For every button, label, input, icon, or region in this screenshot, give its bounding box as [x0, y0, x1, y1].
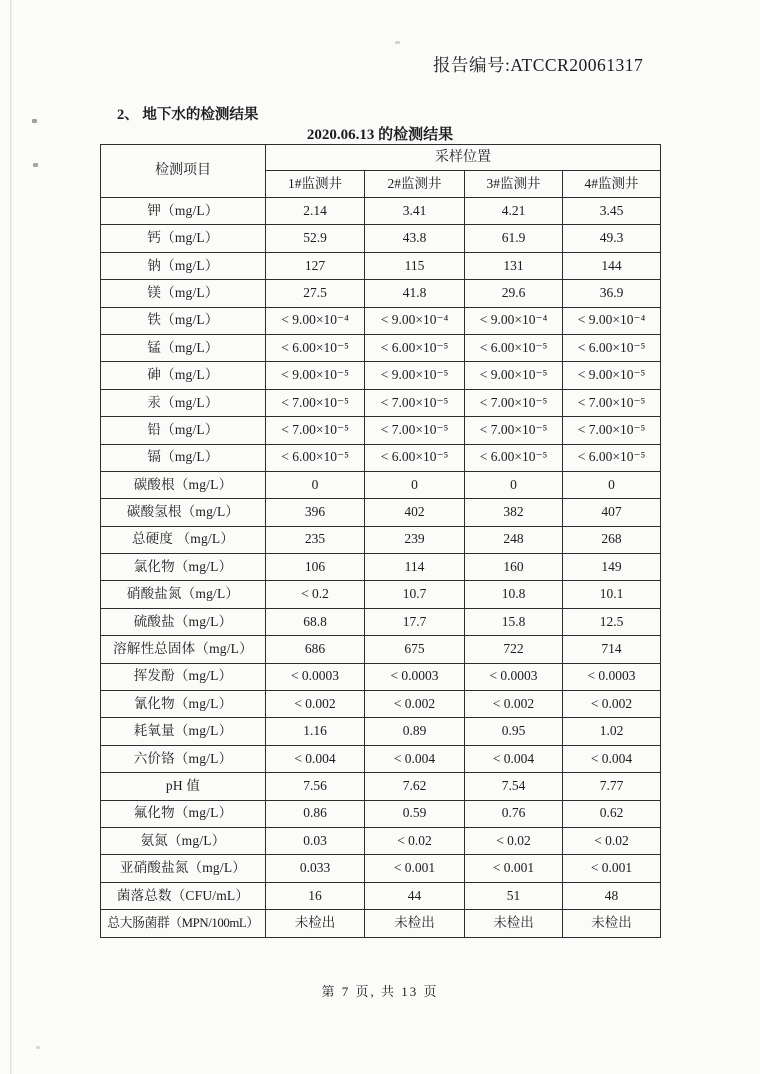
- cell-well-4: 49.3: [563, 225, 661, 252]
- row-label: 铅（mg/L）: [101, 417, 266, 444]
- cell-well-3: < 9.00×10⁻⁴: [465, 307, 563, 334]
- cell-well-4: < 9.00×10⁻⁴: [563, 307, 661, 334]
- cell-well-3: < 9.00×10⁻⁵: [465, 362, 563, 389]
- table-row: [101, 608, 661, 635]
- row-label: 钾（mg/L）: [101, 198, 266, 225]
- cell-well-2: 239: [365, 526, 465, 553]
- cell-well-4: < 7.00×10⁻⁵: [563, 417, 661, 444]
- cell-well-3: 4.21: [465, 198, 563, 225]
- cell-well-1: 0: [266, 471, 365, 498]
- cell-well-1: < 0.004: [266, 745, 365, 772]
- cell-well-2: 115: [365, 252, 465, 279]
- row-label: 氟化物（mg/L）: [101, 800, 266, 827]
- row-label: 氯化物（mg/L）: [101, 554, 266, 581]
- cell-well-2: < 6.00×10⁻⁵: [365, 334, 465, 361]
- cell-well-4: 1.02: [563, 718, 661, 745]
- row-label: 铁（mg/L）: [101, 307, 266, 334]
- table-row: [101, 526, 661, 553]
- cell-well-2: 675: [365, 636, 465, 663]
- row-label: 总大肠菌群（MPN/100mL）: [101, 910, 266, 937]
- column-header-item: 检测项目: [101, 145, 266, 198]
- cell-well-2: 402: [365, 499, 465, 526]
- table-row: [101, 800, 661, 827]
- cell-well-4: < 0.004: [563, 745, 661, 772]
- cell-well-3: 29.6: [465, 280, 563, 307]
- row-label: 氨氮（mg/L）: [101, 827, 266, 854]
- cell-well-4: 未检出: [563, 910, 661, 937]
- scan-speck: [36, 1046, 40, 1049]
- row-label: 碳酸氢根（mg/L）: [101, 499, 266, 526]
- cell-well-1: 127: [266, 252, 365, 279]
- table-row: [101, 718, 661, 745]
- row-label: 碳酸根（mg/L）: [101, 471, 266, 498]
- row-label: pH 值: [101, 773, 266, 800]
- cell-well-2: 17.7: [365, 608, 465, 635]
- cell-well-3: 0.76: [465, 800, 563, 827]
- row-label: 氰化物（mg/L）: [101, 691, 266, 718]
- cell-well-1: 7.56: [266, 773, 365, 800]
- cell-well-1: < 6.00×10⁻⁵: [266, 444, 365, 471]
- cell-well-2: 44: [365, 882, 465, 909]
- cell-well-2: 0: [365, 471, 465, 498]
- cell-well-3: < 6.00×10⁻⁵: [465, 444, 563, 471]
- table-row: [101, 554, 661, 581]
- table-row: [101, 307, 661, 334]
- table-title: 2020.06.13 的检测结果: [306, 127, 454, 143]
- cell-well-4: 0: [563, 471, 661, 498]
- cell-well-4: < 0.02: [563, 827, 661, 854]
- cell-well-2: 0.59: [365, 800, 465, 827]
- table-row: [101, 499, 661, 526]
- row-label: 挥发酚（mg/L）: [101, 663, 266, 690]
- scan-speck: [33, 163, 38, 167]
- cell-well-1: 16: [266, 882, 365, 909]
- cell-well-4: 36.9: [563, 280, 661, 307]
- table-row: [101, 827, 661, 854]
- cell-well-4: < 6.00×10⁻⁵: [563, 334, 661, 361]
- results-table-body: [101, 198, 661, 938]
- cell-well-3: < 0.004: [465, 745, 563, 772]
- cell-well-3: 0: [465, 471, 563, 498]
- cell-well-4: 48: [563, 882, 661, 909]
- cell-well-1: < 0.002: [266, 691, 365, 718]
- cell-well-2: < 6.00×10⁻⁵: [365, 444, 465, 471]
- column-header-well-1: 1#监测井: [266, 171, 365, 198]
- cell-well-3: < 0.001: [465, 855, 563, 882]
- cell-well-1: 1.16: [266, 718, 365, 745]
- cell-well-1: < 9.00×10⁻⁵: [266, 362, 365, 389]
- column-header-well-3: 3#监测井: [465, 171, 563, 198]
- table-row: [101, 198, 661, 225]
- table-row: [101, 910, 661, 937]
- cell-well-3: < 7.00×10⁻⁵: [465, 417, 563, 444]
- cell-well-2: 3.41: [365, 198, 465, 225]
- cell-well-4: 144: [563, 252, 661, 279]
- cell-well-1: < 7.00×10⁻⁵: [266, 417, 365, 444]
- cell-well-1: < 9.00×10⁻⁴: [266, 307, 365, 334]
- cell-well-4: < 0.001: [563, 855, 661, 882]
- cell-well-3: 51: [465, 882, 563, 909]
- cell-well-2: < 0.001: [365, 855, 465, 882]
- cell-well-1: 686: [266, 636, 365, 663]
- cell-well-1: 2.14: [266, 198, 365, 225]
- cell-well-3: < 7.00×10⁻⁵: [465, 389, 563, 416]
- cell-well-4: 407: [563, 499, 661, 526]
- cell-well-4: 0.62: [563, 800, 661, 827]
- cell-well-1: 未检出: [266, 910, 365, 937]
- cell-well-3: 61.9: [465, 225, 563, 252]
- cell-well-2: 10.7: [365, 581, 465, 608]
- cell-well-2: < 0.002: [365, 691, 465, 718]
- cell-well-2: < 0.0003: [365, 663, 465, 690]
- results-table: [100, 144, 661, 938]
- table-row: [101, 691, 661, 718]
- table-row: [101, 280, 661, 307]
- cell-well-3: 382: [465, 499, 563, 526]
- cell-well-1: 0.03: [266, 827, 365, 854]
- row-label: 硫酸盐（mg/L）: [101, 608, 266, 635]
- column-header-well-2: 2#监测井: [365, 171, 465, 198]
- cell-well-2: < 7.00×10⁻⁵: [365, 417, 465, 444]
- row-label: 镁（mg/L）: [101, 280, 266, 307]
- table-row: [101, 581, 661, 608]
- cell-well-1: < 0.2: [266, 581, 365, 608]
- table-row: [101, 389, 661, 416]
- table-row: [101, 745, 661, 772]
- cell-well-2: 未检出: [365, 910, 465, 937]
- table-row: [101, 444, 661, 471]
- row-label: 耗氧量（mg/L）: [101, 718, 266, 745]
- cell-well-2: 114: [365, 554, 465, 581]
- cell-well-1: 52.9: [266, 225, 365, 252]
- cell-well-4: 714: [563, 636, 661, 663]
- row-label: 汞（mg/L）: [101, 389, 266, 416]
- cell-well-2: 7.62: [365, 773, 465, 800]
- table-row: [101, 362, 661, 389]
- cell-well-3: 722: [465, 636, 563, 663]
- header-row-location: [101, 145, 661, 171]
- cell-well-4: 7.77: [563, 773, 661, 800]
- cell-well-3: 160: [465, 554, 563, 581]
- cell-well-1: 106: [266, 554, 365, 581]
- scan-edge-shadow: [10, 0, 12, 1074]
- table-row: [101, 663, 661, 690]
- cell-well-1: 0.033: [266, 855, 365, 882]
- row-label: 亚硝酸盐氮（mg/L）: [101, 855, 266, 882]
- page-footer: 第 7 页, 共 13 页: [321, 984, 439, 999]
- cell-well-1: 235: [266, 526, 365, 553]
- cell-well-4: < 7.00×10⁻⁵: [563, 389, 661, 416]
- row-label: 钠（mg/L）: [101, 252, 266, 279]
- column-header-well-4: 4#监测井: [563, 171, 661, 198]
- cell-well-2: < 7.00×10⁻⁵: [365, 389, 465, 416]
- column-header-sampling-location: 采样位置: [266, 145, 661, 171]
- cell-well-2: 43.8: [365, 225, 465, 252]
- cell-well-1: < 7.00×10⁻⁵: [266, 389, 365, 416]
- cell-well-1: 27.5: [266, 280, 365, 307]
- cell-well-4: < 0.0003: [563, 663, 661, 690]
- cell-well-2: < 9.00×10⁻⁴: [365, 307, 465, 334]
- table-row: [101, 252, 661, 279]
- cell-well-1: 0.86: [266, 800, 365, 827]
- row-label: 溶解性总固体（mg/L）: [101, 636, 266, 663]
- cell-well-3: 10.8: [465, 581, 563, 608]
- report-number: 报告编号:ATCCR20061317: [433, 55, 644, 75]
- cell-well-2: < 0.02: [365, 827, 465, 854]
- cell-well-3: 未检出: [465, 910, 563, 937]
- cell-well-3: < 0.002: [465, 691, 563, 718]
- cell-well-3: 131: [465, 252, 563, 279]
- table-row: [101, 471, 661, 498]
- cell-well-3: < 0.0003: [465, 663, 563, 690]
- cell-well-1: < 0.0003: [266, 663, 365, 690]
- cell-well-4: 149: [563, 554, 661, 581]
- row-label: 菌落总数（CFU/mL）: [101, 882, 266, 909]
- cell-well-3: 0.95: [465, 718, 563, 745]
- cell-well-1: < 6.00×10⁻⁵: [266, 334, 365, 361]
- cell-well-4: 268: [563, 526, 661, 553]
- row-label: 总硬度 （mg/L）: [101, 526, 266, 553]
- section-title: 2、 地下水的检测结果: [117, 107, 259, 123]
- row-label: 砷（mg/L）: [101, 362, 266, 389]
- table-row: [101, 882, 661, 909]
- scan-speck: [32, 119, 37, 123]
- cell-well-2: 0.89: [365, 718, 465, 745]
- cell-well-4: 3.45: [563, 198, 661, 225]
- cell-well-3: 15.8: [465, 608, 563, 635]
- cell-well-2: 41.8: [365, 280, 465, 307]
- row-label: 锰（mg/L）: [101, 334, 266, 361]
- table-row: [101, 334, 661, 361]
- cell-well-4: < 9.00×10⁻⁵: [563, 362, 661, 389]
- row-label: 硝酸盐氮（mg/L）: [101, 581, 266, 608]
- cell-well-1: 68.8: [266, 608, 365, 635]
- cell-well-3: 7.54: [465, 773, 563, 800]
- scan-speck: [395, 41, 400, 44]
- cell-well-2: < 0.004: [365, 745, 465, 772]
- table-row: [101, 417, 661, 444]
- cell-well-3: < 6.00×10⁻⁵: [465, 334, 563, 361]
- cell-well-2: < 9.00×10⁻⁵: [365, 362, 465, 389]
- table-row: [101, 636, 661, 663]
- row-label: 六价铬（mg/L）: [101, 745, 266, 772]
- cell-well-4: 12.5: [563, 608, 661, 635]
- row-label: 钙（mg/L）: [101, 225, 266, 252]
- cell-well-1: 396: [266, 499, 365, 526]
- table-row: [101, 855, 661, 882]
- cell-well-4: 10.1: [563, 581, 661, 608]
- cell-well-3: 248: [465, 526, 563, 553]
- row-label: 镉（mg/L）: [101, 444, 266, 471]
- cell-well-4: < 6.00×10⁻⁵: [563, 444, 661, 471]
- cell-well-3: < 0.02: [465, 827, 563, 854]
- table-row: [101, 225, 661, 252]
- cell-well-4: < 0.002: [563, 691, 661, 718]
- table-row: [101, 773, 661, 800]
